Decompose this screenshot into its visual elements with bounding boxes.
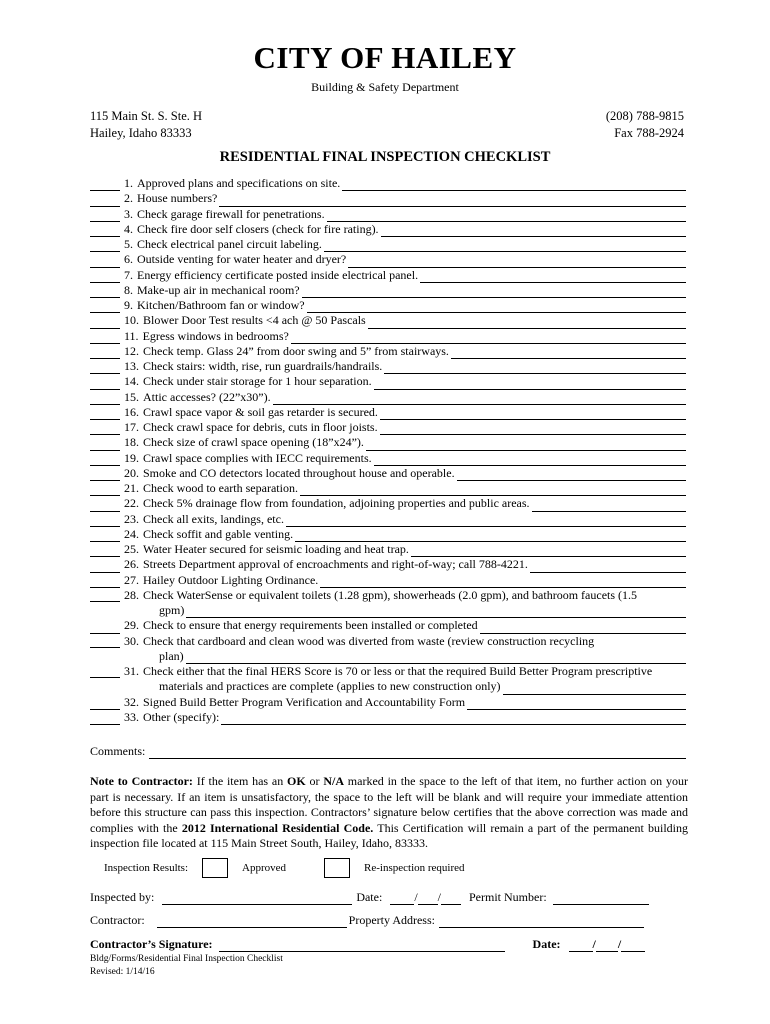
item-text: Water Heater secured for seismic loading and heat trap. xyxy=(143,542,409,556)
item-number: 25. xyxy=(124,542,139,556)
status-blank-field[interactable] xyxy=(90,256,120,268)
item-text: Check WaterSense or equivalent toilets (1.28 gpm), showerheads (2.0 gpm), and bathroom faucets (1.5 xyxy=(143,587,638,602)
phone-number: (208) 788-9815 xyxy=(605,109,684,123)
item-number: 4. xyxy=(124,221,133,236)
status-blank-field[interactable] xyxy=(90,515,120,527)
item-number: 3. xyxy=(124,206,133,221)
checklist-item xyxy=(90,466,686,481)
checklist-item xyxy=(90,435,686,450)
checklist xyxy=(90,176,686,725)
address-line-2: Hailey, Idaho 83333 xyxy=(90,126,192,140)
item-number: 33. xyxy=(124,709,139,724)
item-number: 24. xyxy=(124,526,139,541)
item-number: 17. xyxy=(124,420,139,434)
item-text: Check garage firewall for penetrations. xyxy=(137,206,325,221)
item-notes-field[interactable] xyxy=(348,256,686,268)
status-blank-field[interactable] xyxy=(90,332,120,344)
item-text: Check that cardboard and clean wood was diverted from waste (review construction recycling xyxy=(143,633,595,648)
checklist-item xyxy=(90,329,686,344)
item-text: Outside venting for water heater and dryer? xyxy=(137,252,347,267)
item-number: 2. xyxy=(124,191,133,206)
item-number: 13. xyxy=(124,359,139,373)
checklist-item xyxy=(90,176,686,191)
item-notes-field[interactable] xyxy=(381,225,686,237)
contractor-label: Contractor: xyxy=(90,913,145,927)
item-text: Check either that the final HERS Score is 70 or less or that the required Build Better Program prescriptive xyxy=(143,664,653,678)
checklist-item xyxy=(90,283,686,298)
status-blank-field[interactable] xyxy=(90,286,120,298)
note-label: Note to Contractor: xyxy=(90,774,193,788)
checklist-item xyxy=(90,588,686,619)
inspected-row xyxy=(90,890,690,905)
contact-block xyxy=(606,108,684,142)
checklist-item xyxy=(90,634,686,665)
status-blank-field[interactable] xyxy=(90,347,120,359)
item-number: 28. xyxy=(124,587,139,602)
item-number: 31. xyxy=(124,664,139,678)
item-notes-field[interactable] xyxy=(420,271,686,283)
checklist-item xyxy=(90,710,686,725)
item-notes-field[interactable] xyxy=(302,286,686,298)
item-number: 21. xyxy=(124,481,139,495)
date-month-field[interactable] xyxy=(390,893,414,905)
checklist-item xyxy=(90,481,686,496)
reinspection-label: Re-inspection required xyxy=(364,862,465,874)
item-notes-field[interactable] xyxy=(221,713,686,725)
footer-form-path: Bldg/Forms/Residential Final Inspection Checklist xyxy=(90,954,283,964)
item-text: Check stairs: width, rise, run guardrails/handrails. xyxy=(143,359,383,373)
signature-label: Contractor’s Signature: xyxy=(90,937,213,951)
item-text: Signed Build Better Program Verification and Accountability Form xyxy=(143,694,466,709)
note-na: N/A xyxy=(323,774,344,788)
item-text: Check under stair storage for 1 hour separation. xyxy=(143,374,372,389)
status-blank-field[interactable] xyxy=(90,195,120,207)
item-number: 12. xyxy=(124,343,139,358)
item-notes-field[interactable] xyxy=(384,362,686,374)
checklist-item xyxy=(90,268,686,283)
checklist-item xyxy=(90,374,686,389)
department-name: Building & Safety Department xyxy=(311,80,459,94)
item-number: 6. xyxy=(124,252,133,267)
item-text: Crawl space vapor & soil gas retarder is secured. xyxy=(143,404,378,419)
status-blank-field[interactable] xyxy=(90,271,120,283)
status-blank-field[interactable] xyxy=(90,500,120,512)
note-code: 2012 International Residential Code. xyxy=(181,820,374,835)
item-number: 18. xyxy=(124,435,139,450)
checklist-item xyxy=(90,496,686,511)
inspected-by-label: Inspected by: xyxy=(90,890,155,904)
property-label: Property Address: xyxy=(348,913,435,927)
item-number: 16. xyxy=(124,404,139,419)
item-text: Check soffit and gable venting. xyxy=(143,526,294,541)
sig-date-month-field[interactable] xyxy=(569,940,593,952)
checklist-item xyxy=(90,542,686,557)
status-blank-field[interactable] xyxy=(90,362,120,374)
item-notes-field[interactable] xyxy=(291,332,686,344)
item-notes-field[interactable] xyxy=(320,576,686,588)
item-notes-field[interactable] xyxy=(186,606,686,618)
checklist-item xyxy=(90,512,686,527)
checklist-item xyxy=(90,359,686,374)
status-blank-field[interactable] xyxy=(90,545,120,557)
checklist-item xyxy=(90,252,686,267)
note-ok: OK xyxy=(287,774,306,788)
sig-date-sep: / xyxy=(617,937,622,951)
item-notes-field[interactable] xyxy=(374,454,686,466)
item-notes-field[interactable] xyxy=(480,622,686,634)
checklist-item xyxy=(90,405,686,420)
item-notes-field[interactable] xyxy=(467,698,686,710)
status-blank-field[interactable] xyxy=(90,423,120,435)
item-number: 8. xyxy=(124,282,133,297)
item-text: Energy efficiency certificate posted inside electrical panel. xyxy=(137,267,419,282)
item-number: 19. xyxy=(124,450,139,465)
fax-number: Fax 788-2924 xyxy=(614,126,684,140)
status-blank-field[interactable] xyxy=(90,378,120,390)
item-notes-field[interactable] xyxy=(324,240,686,252)
sig-date-year-field[interactable] xyxy=(621,940,645,952)
status-blank-field[interactable] xyxy=(90,636,120,648)
item-text: Check to ensure that energy requirements been installed or completed xyxy=(143,618,478,633)
permit-label: Permit Number: xyxy=(469,890,547,904)
date-label: Date: xyxy=(356,890,383,904)
comments-row xyxy=(90,744,686,759)
item-notes-field[interactable] xyxy=(411,545,686,557)
status-blank-field[interactable] xyxy=(90,317,120,329)
status-blank-field[interactable] xyxy=(90,469,120,481)
results-label: Inspection Results: xyxy=(104,862,189,874)
status-blank-field[interactable] xyxy=(90,454,120,466)
item-notes-field[interactable] xyxy=(366,439,686,451)
checklist-item xyxy=(90,420,686,435)
item-notes-field[interactable] xyxy=(374,378,686,390)
item-number: 9. xyxy=(124,298,133,312)
status-blank-field[interactable] xyxy=(90,210,120,222)
status-blank-field[interactable] xyxy=(90,713,120,725)
item-number: 32. xyxy=(124,694,139,709)
item-notes-field[interactable] xyxy=(342,179,686,191)
signature-field[interactable] xyxy=(219,940,505,952)
item-text: Check crawl space for debris, cuts in floor joists. xyxy=(143,420,378,434)
item-number: 29. xyxy=(124,618,139,633)
item-number: 10. xyxy=(124,313,139,328)
comments-field[interactable] xyxy=(149,747,686,759)
status-blank-field[interactable] xyxy=(90,530,120,542)
sig-date-label: Date: xyxy=(532,937,561,951)
checklist-item xyxy=(90,191,686,206)
status-blank-field[interactable] xyxy=(90,225,120,237)
approved-label: Approved xyxy=(242,862,287,874)
item-notes-field[interactable] xyxy=(295,530,686,542)
item-number: 20. xyxy=(124,465,139,480)
item-text: Hailey Outdoor Lighting Ordinance. xyxy=(143,572,319,587)
status-blank-field[interactable] xyxy=(90,666,120,678)
item-text: Kitchen/Bathroom fan or window? xyxy=(137,298,305,312)
checklist-item xyxy=(90,390,686,405)
address-line-1: 115 Main St. S. Ste. H xyxy=(90,109,203,123)
item-notes-field[interactable] xyxy=(327,210,686,222)
address-block xyxy=(90,108,202,142)
inspected-by-field[interactable] xyxy=(162,893,352,905)
item-text: Check fire door self closers (check for fire rating). xyxy=(137,221,379,236)
checklist-item xyxy=(90,695,686,710)
status-blank-field[interactable] xyxy=(90,698,120,710)
item-notes-field[interactable] xyxy=(530,561,686,573)
item-notes-field[interactable] xyxy=(380,408,686,420)
item-number: 7. xyxy=(124,267,133,282)
item-notes-field[interactable] xyxy=(307,301,686,313)
contractor-field[interactable] xyxy=(157,916,347,928)
item-number: 5. xyxy=(124,237,133,251)
date-day-field[interactable] xyxy=(418,893,438,905)
checklist-item xyxy=(90,207,686,222)
status-blank-field[interactable] xyxy=(90,484,120,496)
checklist-item xyxy=(90,618,686,633)
form-title: RESIDENTIAL FINAL INSPECTION CHECKLIST xyxy=(219,149,551,165)
reinspection-checkbox[interactable] xyxy=(324,858,350,878)
item-notes-field[interactable] xyxy=(300,484,686,496)
item-number: 11. xyxy=(124,328,139,343)
status-blank-field[interactable] xyxy=(90,240,120,252)
checklist-item xyxy=(90,557,686,572)
status-blank-field[interactable] xyxy=(90,179,120,191)
status-blank-field[interactable] xyxy=(90,439,120,451)
item-text-continued: plan) xyxy=(159,648,184,663)
item-notes-field[interactable] xyxy=(273,393,686,405)
item-notes-field[interactable] xyxy=(532,500,686,512)
item-text: Check temp. Glass 24” from door swing and 5” from stairways. xyxy=(143,343,449,358)
item-text: Check size of crawl space opening (18”x24”). xyxy=(143,435,364,450)
item-text: Egress windows in bedrooms? xyxy=(142,328,289,343)
item-notes-field[interactable] xyxy=(457,469,686,481)
checklist-item xyxy=(90,527,686,542)
status-blank-field[interactable] xyxy=(90,393,120,405)
date-sep: / xyxy=(437,890,441,904)
contractor-note xyxy=(90,774,688,852)
status-blank-field[interactable] xyxy=(90,590,120,602)
item-text-continued: materials and practices are complete (applies to new construction only) xyxy=(159,679,501,694)
note-text-3: marked in the space to the left of that item, no further action on your part is necessary. If an item is unsatisfactory, the space to the left will be blank and will require your immediate attention before this structure can pass this inspection. Contractors’ signature below certifies that the above correction was made and complies with the xyxy=(90,774,688,835)
item-text: House numbers? xyxy=(137,191,218,206)
status-blank-field[interactable] xyxy=(90,576,120,588)
item-text: Crawl space complies with IECC requirements. xyxy=(143,450,372,465)
item-number: 27. xyxy=(124,572,139,587)
status-blank-field[interactable] xyxy=(90,301,120,313)
checklist-item xyxy=(90,573,686,588)
item-notes-field[interactable] xyxy=(380,423,686,435)
signature-row xyxy=(90,937,690,952)
date-year-field[interactable] xyxy=(441,893,461,905)
contractor-row xyxy=(90,913,690,928)
inspection-results xyxy=(104,858,465,878)
item-text: Other (specify): xyxy=(143,709,220,724)
item-number: 14. xyxy=(124,374,139,389)
item-text: Check wood to earth separation. xyxy=(143,481,298,495)
item-notes-field[interactable] xyxy=(368,317,686,329)
city-title: CITY OF HAILEY xyxy=(253,40,517,75)
item-number: 30. xyxy=(124,633,139,648)
checklist-item xyxy=(90,298,686,313)
item-number: 1. xyxy=(124,176,133,190)
property-field[interactable] xyxy=(439,916,644,928)
item-text: Streets Department approval of encroachments and right-of-way; call 788-4221. xyxy=(143,557,528,572)
note-text-1: If the item has an xyxy=(192,774,288,788)
checklist-item xyxy=(90,451,686,466)
checklist-item xyxy=(90,237,686,252)
item-notes-field[interactable] xyxy=(286,515,686,527)
item-notes-field[interactable] xyxy=(451,347,686,359)
item-number: 26. xyxy=(124,557,139,572)
note-text-4: This Certification will remain a part of the permanent building inspection file located at 115 Main Street South, Hailey, Idaho, 83333. xyxy=(90,820,688,850)
status-blank-field[interactable] xyxy=(90,561,120,573)
status-blank-field[interactable] xyxy=(90,408,120,420)
status-blank-field[interactable] xyxy=(90,622,120,634)
item-text: Check all exits, landings, etc. xyxy=(143,511,284,526)
sig-date-sep: / xyxy=(592,937,596,951)
comments-label: Comments: xyxy=(90,744,146,758)
item-number: 23. xyxy=(124,511,139,526)
checklist-item xyxy=(90,313,686,328)
note-text-2: or xyxy=(305,774,324,788)
item-text: Attic accesses? (22”x30”). xyxy=(143,389,271,404)
item-text: Approved plans and specifications on site. xyxy=(137,176,341,190)
item-text: Check electrical panel circuit labeling. xyxy=(137,237,322,251)
item-text-continued: gpm) xyxy=(159,603,185,617)
sig-date-day-field[interactable] xyxy=(596,940,618,952)
approved-checkbox[interactable] xyxy=(202,858,228,878)
item-text: Blower Door Test results <4 ach @ 50 Pascals xyxy=(143,313,366,328)
item-text: Check 5% drainage flow from foundation, adjoining properties and public areas. xyxy=(143,496,530,511)
item-number: 15. xyxy=(124,389,139,404)
item-notes-field[interactable] xyxy=(186,652,686,664)
item-notes-field[interactable] xyxy=(219,195,686,207)
checklist-item xyxy=(90,344,686,359)
item-number: 22. xyxy=(124,496,139,511)
footer-revised: Revised: 1/14/16 xyxy=(90,967,155,977)
item-text: Smoke and CO detectors located throughout house and operable. xyxy=(143,465,455,480)
date-sep: / xyxy=(414,890,418,904)
permit-field[interactable] xyxy=(553,893,649,905)
checklist-item xyxy=(90,222,686,237)
checklist-item xyxy=(90,664,686,695)
item-notes-field[interactable] xyxy=(503,683,686,695)
footer xyxy=(90,953,283,979)
item-text: Make-up air in mechanical room? xyxy=(137,282,300,297)
